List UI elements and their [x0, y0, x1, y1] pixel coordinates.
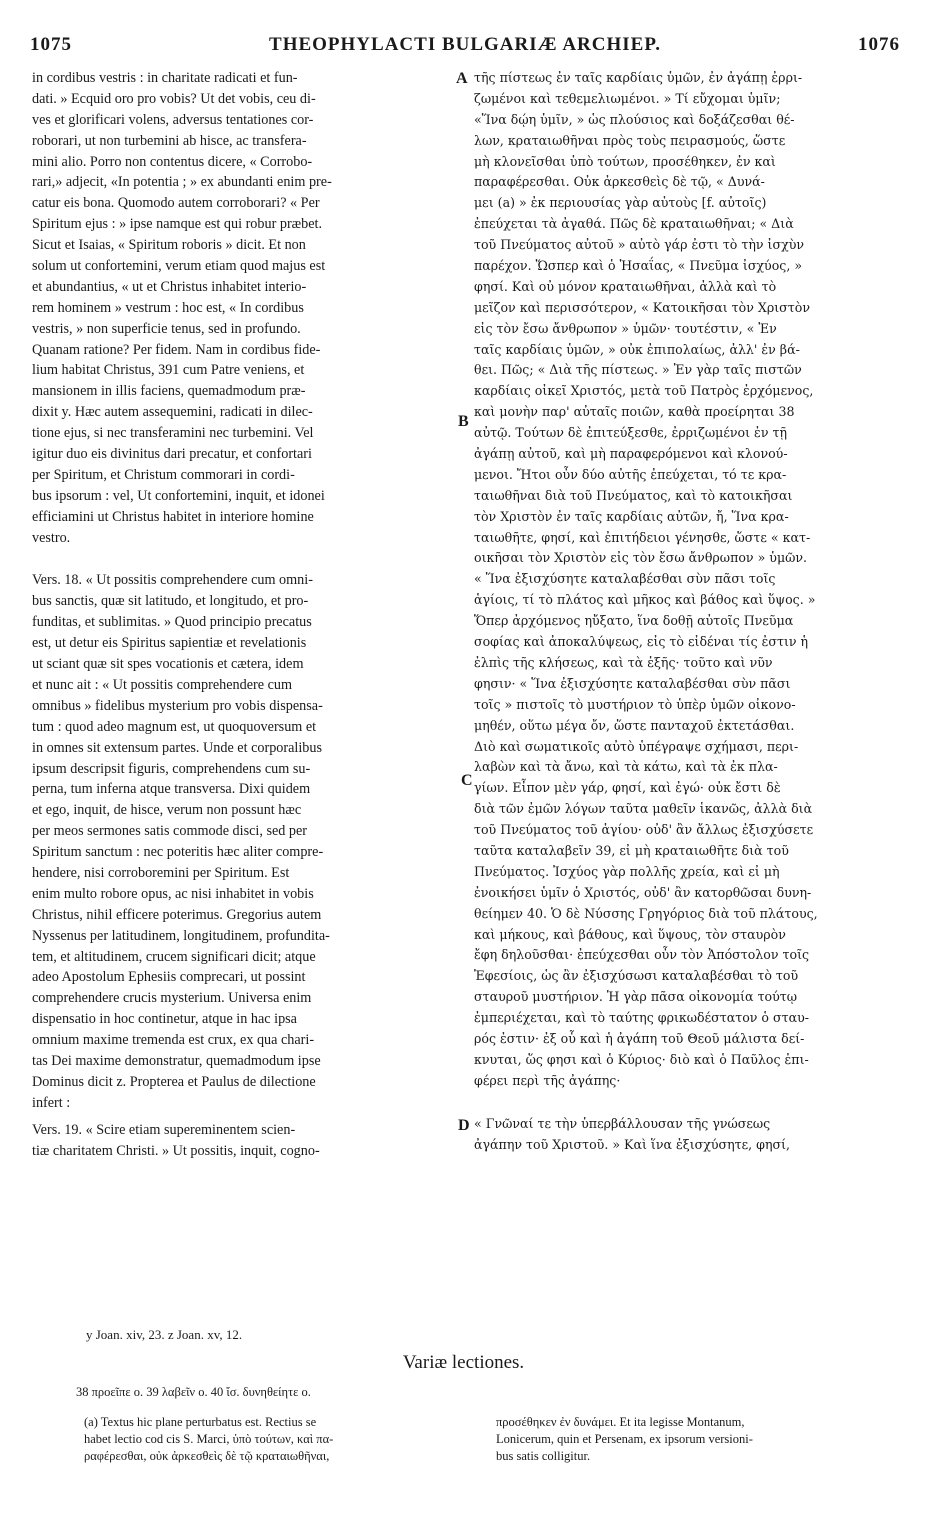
latin-text-line: omnium maxime tremenda est crux, ex qua chari-: [32, 1032, 315, 1049]
latin-text-line: ves et glorificari volens, adversus tentationes cor-: [32, 111, 314, 128]
latin-text-line: adeo Apostolum Ephesiis comprecari, ut possint: [32, 969, 306, 986]
greek-text-line: διὰ τῶν ἐμῶν λόγων ταῦτα μαθεῖν ἱκανῶς, ἀλλὰ διὰ: [474, 801, 813, 817]
greek-text-line: οικῆσαι τὸν Χριστὸν εἰς τὸν ἔσω ἄνθρωπον » ὑμῶν.: [474, 550, 808, 566]
greek-text-line: ἔφη δηλοῦσθαι· ἐπεύχεσθαι οὖν τὸν Ἀπόστολον τοῖς: [474, 947, 810, 963]
greek-text-line: ἁγίοις, τί τὸ πλάτος καὶ μῆκος καὶ βάθος καὶ ὕψος. »: [474, 592, 816, 608]
latin-text-line: Vers. 19. « Scire etiam supereminentem scien-: [32, 1121, 296, 1138]
latin-text-line: ipsum descripsit figuris, comprehendens cum su-: [32, 760, 311, 777]
greek-text-line: τὸν Χριστὸν ἐν ταῖς καρδίαις αὐτῶν, ἤ, Ἵνα κρα-: [474, 508, 789, 524]
greek-text-line: παρέχον. Ὥσπερ καὶ ὁ Ἡσαΐας, « Πνεῦμα ἰσχύος, »: [474, 258, 803, 274]
greek-text-line: « Γνῶναί τε τὴν ὑπερβάλλουσαν τῆς γνώσεως: [474, 1115, 771, 1131]
greek-text-line: ἐπεύχεται τὰ ἀγαθά. Πῶς δὲ κραταιωθῆναι; « Διὰ: [474, 216, 794, 232]
greek-text-line: σοφίας καὶ ἀποκαλύψεως, εἰς τὸ εἰδέναι τίς ἐστιν ἡ: [474, 634, 809, 650]
latin-text-line: comprehendere crucis mysterium. Universa enim: [32, 990, 312, 1007]
greek-text-line: θείημεν 40. Ὁ δὲ Νύσσης Γρηγόριος διὰ τοῦ πλάτους,: [474, 905, 818, 921]
latin-text-line: per Spiritum, et Christum commorari in cordi-: [32, 466, 295, 483]
greek-text-line: ρός ἐστιν· ἐξ οὗ καὶ ἡ ἀγάπη τοῦ Θεοῦ μάλιστα δεί-: [474, 1030, 805, 1046]
greek-text-line: φέρει περὶ τῆς ἀγάπης·: [474, 1072, 621, 1088]
greek-text-line: τοῦ Πνεύματος τοῦ ἁγίου· οὐδ' ἂν ἄλλως ἐξισχύσετε: [474, 822, 814, 838]
latin-text-line: Vers. 18. « Ut possitis comprehendere cum omni-: [32, 572, 313, 589]
greek-text-line: καὶ μονὴν παρ' αὐταῖς ποιῶν, καθὰ προείρηται 38: [474, 404, 795, 420]
latin-text-line: omnibus » fidelibus mysterium pro vobis dispensa-: [32, 697, 323, 714]
note-a-right: [496, 1414, 896, 1465]
greek-text-line: λων, κραταιωθῆναι πρὸς τοὺς πειρασμούς, ὥστε: [474, 132, 786, 148]
latin-text-line: enim multo robore opus, ac nisi inhabitet in vobis: [32, 885, 314, 902]
latin-text-line: ut sciant quæ sit spes vocationis et cætera, idem: [32, 656, 304, 673]
greek-text-line: ἀγάπῃ αὐτοῦ, καὶ μὴ παραφερόμενοι καὶ κλονού-: [474, 446, 788, 462]
scripture-footnotes: y Joan. xiv, 23. z Joan. xv, 12.: [86, 1327, 243, 1342]
latin-text-line: tem, et altitudinem, crucem significari dicit; atque: [32, 948, 316, 965]
section-marker-a: A: [456, 70, 468, 87]
latin-text-line: dispensatio in hoc continetur, atque in hac ipsa: [32, 1011, 297, 1028]
latin-text-line: perna, tum inferna atque transversa. Dixi quidem: [32, 781, 311, 798]
greek-text-line: σταυροῦ μυστήριον. Ἡ γὰρ πᾶσα οἰκονομία τούτῳ: [474, 989, 798, 1005]
latin-text-line: Spiritum sanctum : nec poteritis hæc aliter compre-: [32, 844, 324, 861]
latin-column: [32, 68, 455, 1161]
section-marker-b: B: [458, 413, 469, 430]
greek-text-line: ζωμένοι καὶ τεθεμελιωμένοι. » Τί εὔχομαι ὑμῖν;: [474, 90, 781, 106]
note-line: (a) Textus hic plane perturbatus est. Rectius se: [84, 1415, 317, 1429]
greek-text-line: ἐμπεριέχεται, καὶ τὸ ταύτης φρικωδέστατον ὁ σταυ-: [474, 1010, 809, 1026]
greek-text-line: μὴ κλονεῖσθαι ὑπὸ τούτων, προσέθηκεν, ἐν καὶ: [474, 153, 776, 169]
latin-text-line: dati. » Ecquid oro pro vobis? Ut det vobis, ceu di-: [32, 90, 316, 107]
greek-text-line: τοῖς » πιστοῖς τὸ μυστήριον τὸ ὑπὲρ ὑμῶν οἰκονο-: [474, 696, 796, 712]
page-number-left: 1075: [30, 34, 72, 55]
greek-text-line: Πνεύματος. Ἰσχύος γὰρ πολλῆς χρεία, καὶ εἰ μὴ: [474, 863, 780, 879]
greek-text-line: ταιωθῆναι διὰ τοῦ Πνεύματος, καὶ τὸ κατοικῆσαι: [474, 487, 793, 503]
latin-text-line: et ego, inquit, de hisce, verum non possunt hæc: [32, 802, 302, 819]
variae-lectiones-title: Variæ lectiones.: [402, 1352, 525, 1373]
note-line: Lonicerum, quin et Persenam, ex ipsorum versioni-: [496, 1432, 753, 1446]
latin-text-line: in cordibus vestris : in charitate radicati et fun-: [32, 70, 298, 86]
latin-text-line: tas Dei maxime demonstratur, quemadmodum ipse: [32, 1052, 321, 1069]
greek-text-line: ταιωθῆτε, φησί, καὶ ἐπιτήδειοι γένησθε, ὥστε « κατ-: [474, 529, 811, 545]
greek-text-line: κνυται, ὥς φησι καὶ ὁ Κύριος· διὸ καὶ ὁ Παῦλος ἐπι-: [474, 1051, 809, 1067]
latin-text-line: rari,» adjecit, «In potentia ; » ex abundanti enim pre-: [32, 174, 332, 191]
latin-text-line: hendere, nisi corroboremini per Spiritum. Est: [32, 864, 290, 881]
greek-text-line: εἰς τὸν ἔσω ἄνθρωπον » ὑμῶν· τουτέστιν, « Ἐν: [474, 320, 777, 336]
latin-text-line: infert :: [32, 1094, 71, 1111]
latin-text-line: per meos sermones satis commode disci, sed per: [32, 823, 308, 840]
greek-text-line: Διὸ καὶ σωματικοῖς αὐτὸ ὑπέγραψε σχήμασι, περι-: [474, 738, 799, 754]
note-line: habet lectio cod cis S. Marci, ὑπὸ τούτων, καὶ πα-: [84, 1432, 334, 1446]
latin-text-line: tiæ charitatem Christi. » Ut possitis, inquit, cogno-: [32, 1142, 320, 1159]
latin-text-line: dixit y. Hæc autem assequemini, radicati in dilec-: [32, 404, 313, 421]
latin-text-line: Christus, nihil efficere poterimus. Gregorius autem: [32, 906, 322, 923]
latin-text-line: Sicut et Isaias, « Spiritum roboris » dicit. Et non: [32, 237, 306, 254]
variae-lectiones-list: 38 προεῖπε o. 39 λαβεῖν o. 40 ἴσ. δυνηθείητε o.: [76, 1385, 311, 1399]
latin-text-line: lium habitat Christus, 391 cum Patre veniens, et: [32, 362, 305, 379]
greek-text-line: τοῦ Πνεύματος αὐτοῦ » αὐτὸ γάρ ἐστι τὸ τὴν ἰσχὺν: [474, 237, 805, 253]
latin-text-line: mini alio. Porro non contentus dicere, « Corrobo-: [32, 153, 313, 170]
latin-text-line: in omnes sit extensum partes. Unde et corporalibus: [32, 739, 322, 756]
greek-text-line: μεῖζον καὶ περισσότερον, « Κατοικῆσαι τὸν Χριστὸν: [474, 299, 810, 315]
latin-text-line: est, ut detur eis Spiritus sapientiæ et revelationis: [32, 635, 307, 652]
running-header: [30, 34, 900, 62]
greek-text-line: φησί. Καὶ οὐ μόνον κραταιωθῆναι, ἀλλὰ καὶ τὸ: [474, 278, 777, 294]
greek-text-line: Ἐφεσίοις, ὡς ἂν ἐξισχύσωσι καταλαβέσθαι τὸ τοῦ: [474, 968, 799, 984]
greek-text-line: « Ἵνα ἐξισχύσητε καταλαβέσθαι σὺν πᾶσι τοῖς: [474, 571, 776, 587]
greek-text-line: μηθέν, οὕτω μέγα ὄν, ὥστε πανταχοῦ ἐκτετάσθαι.: [474, 717, 795, 733]
greek-text-line: μενοι. Ἤτοι οὖν δύο αὐτῆς ἐπεύχεται, τό τε κρα-: [474, 466, 787, 482]
greek-text-line: ἐνοικήσει ὑμῖν ὁ Χριστός, οὐδ' ἂν κατορθῶσαι δυνη-: [474, 884, 812, 900]
greek-text-line: ταῦτα καταλαβεῖν 39, εἰ μὴ κραταιωθῆτε διὰ τοῦ: [474, 842, 789, 858]
section-marker-d: D: [458, 1117, 470, 1134]
latin-text-line: Quanam ratione? Per fidem. Nam in cordibus fide-: [32, 341, 321, 358]
latin-text-line: solum ut confortemini, verum etiam quod majus est: [32, 258, 326, 275]
latin-text-line: vestro.: [32, 529, 71, 546]
running-title: THEOPHYLACTI BULGARIÆ ARCHIEP.: [269, 34, 661, 55]
greek-text-line: θει. Πῶς; « Διὰ τῆς πίστεως. » Ἐν γὰρ ταῖς πιστῶν: [474, 362, 802, 378]
greek-text-line: Ὅπερ ἀρχόμενος ηὔξατο, ἵνα δοθῇ αὐτοῖς Πνεῦμα: [474, 613, 794, 629]
note-a-left: [84, 1414, 480, 1465]
greek-text-line: ἀγάπην τοῦ Χριστοῦ. » Καὶ ἵνα ἐξισχύσητε, φησί,: [474, 1136, 791, 1152]
latin-text-line: vestris, » non superficie tenus, sed in profundo.: [32, 320, 301, 337]
greek-text-line: φησιν· « Ἵνα ἐξισχύσητε καταλαβέσθαι σὺν πᾶσι: [474, 675, 791, 691]
greek-text-line: τῆς πίστεως ἐν ταῖς καρδίαις ὑμῶν, ἐν ἀγάπῃ ἐρρι-: [474, 70, 803, 85]
greek-text-line: παραφέρεσθαι. Οὐκ ἀρκεσθεὶς δὲ τῷ, « Δυνά-: [474, 174, 765, 190]
latin-text-line: roborari, ut non turbemini ab hisce, ac transfera-: [32, 132, 307, 149]
latin-text-line: tione ejus, si nec transferamini nec turbemini. Vel: [32, 425, 314, 442]
latin-text-line: catur eis bona. Quomodo autem corroborari? « Per: [32, 195, 320, 212]
greek-text-line: καρδίαις οἰκεῖ Χριστός, μετὰ τοῦ Πατρὸς ἐρχόμενος,: [474, 383, 814, 399]
latin-text-line: tum : quod adeo magnum est, ut quoquoversum et: [32, 718, 317, 735]
note-line: ραφέρεσθαι, οὐκ ἀρκεσθεὶς δὲ τῷ κραταιωθῆναι,: [84, 1449, 330, 1463]
greek-text-line: λαβὼν καὶ τὰ ἄνω, καὶ τὰ κάτω, καὶ τὰ ἐκ πλα-: [474, 759, 778, 775]
latin-text-line: rem hominem » vestrum : hoc est, « In cordibus: [32, 299, 304, 316]
greek-text-line: ταῖς καρδίαις ὑμῶν, » οὐκ ἐπιπολαίως, ἀλλ' ἐν βά-: [474, 341, 800, 357]
greek-text-line: «Ἵνα δῴη ὑμῖν, » ὡς πλούσιος καὶ δοξάζεσθαι θέ-: [474, 111, 795, 127]
greek-text-line: μει (a) » ἐκ περιουσίας γὰρ αὐτοὺς [f. αὐτοῖς): [474, 195, 767, 211]
latin-text-line: bus ipsorum : vel, Ut confortemini, inquit, et idonei: [32, 487, 325, 504]
greek-text-line: γίων. Εἶπον μὲν γάρ, φησί, καὶ ἐγώ· οὐκ ἔστι δὲ: [474, 780, 781, 796]
latin-text-line: et nunc ait : « Ut possitis comprehendere cum: [32, 676, 293, 693]
page-number-right: 1076: [858, 34, 900, 55]
latin-text-line: mansionem in illis faciens, quemadmodum præ-: [32, 383, 306, 400]
latin-text-line: Nyssenus per latitudinem, longitudinem, profundita-: [32, 927, 330, 944]
latin-text-line: funditas, et sublimitas. » Quod principio precatus: [32, 614, 312, 631]
latin-text-line: Dominus dicit z. Propterea et Paulus de dilectione: [32, 1073, 316, 1090]
latin-text-line: et abundantius, « ut et Christus inhabitet interio-: [32, 278, 307, 295]
latin-text-line: igitur duo eis divinitus dari precatur, et confortari: [32, 446, 312, 463]
latin-text-line: efficiamini ut Christus habitet in interiore homine: [32, 508, 314, 525]
note-line: προσέθηκεν ἐν δυνάμει. Et ita legisse Montanum,: [496, 1415, 745, 1429]
latin-text-line: bus sanctis, quæ sit latitudo, et longitudo, et pro-: [32, 593, 309, 610]
section-marker-c: C: [461, 772, 473, 789]
greek-text-line: ἐλπὶς τῆς κλήσεως, καὶ τὰ ἑξῆς· τοῦτο καὶ νῦν: [474, 654, 773, 670]
note-line: bus satis colligitur.: [496, 1449, 591, 1463]
greek-text-line: καὶ μήκους, καὶ βάθους, καὶ ὕψους, τὸν σταυρὸν: [474, 926, 786, 942]
latin-text-line: Spiritum ejus : » ipse namque est qui robur præbet.: [32, 216, 323, 233]
greek-text-line: αὐτῷ. Τούτων δὲ ἐπιτεύξεσθε, ἐρριζωμένοι ἐν τῇ: [474, 425, 787, 441]
greek-column: [474, 68, 906, 1155]
